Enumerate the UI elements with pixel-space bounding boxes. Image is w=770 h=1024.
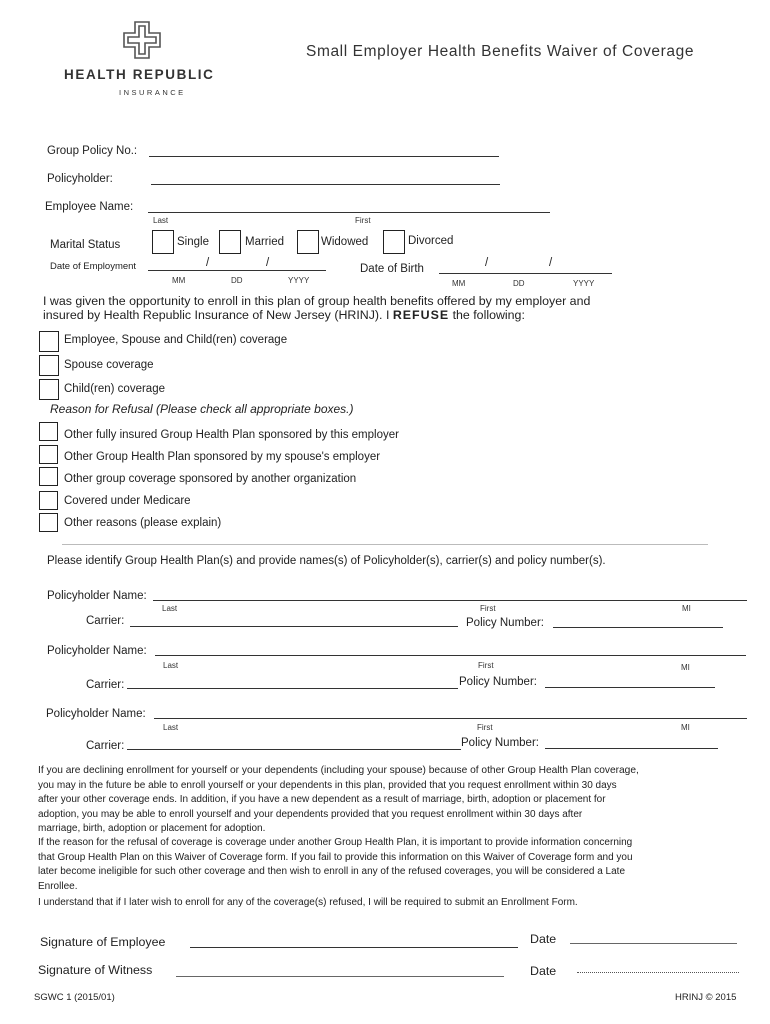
employee-name-label: Employee Name: xyxy=(45,201,134,213)
date-birth-label: Date of Birth xyxy=(360,263,424,275)
refusal-notice-line-2: that Group Health Plan on this Waiver of Coverage form. If you fail to provide this information on this Waiver of Coverage form and you xyxy=(38,851,633,863)
logo xyxy=(62,20,232,105)
understanding-statement: I understand that if I later wish to enroll for any of the coverage(s) refused, I will be required to submit an Enrollment Form. xyxy=(38,897,578,908)
plan-3-policyholder-field[interactable] xyxy=(154,718,747,719)
enrollment-notice-line-3: after your other coverage ends. In addition, if you have a new dependent as a result of marriage, birth, adoption or placement for xyxy=(38,794,606,805)
coverage-option-2: Spouse coverage xyxy=(64,359,154,371)
date-employment-slash-1: / xyxy=(206,257,210,269)
reason-explain-line[interactable] xyxy=(62,544,708,545)
refuse-emphasis: REFUSE xyxy=(392,308,450,322)
marital-status-label: Marital Status xyxy=(50,239,121,251)
plan-2-mi-caption: MI xyxy=(681,663,690,672)
policyholder-field[interactable] xyxy=(151,184,500,185)
group-policy-field[interactable] xyxy=(149,156,499,157)
divorced-label: Divorced xyxy=(408,235,454,247)
coverage-option-3: Child(ren) coverage xyxy=(64,383,165,395)
single-checkbox[interactable] xyxy=(152,230,174,254)
employee-name-field[interactable] xyxy=(148,212,550,213)
witness-signature-label: Signature of Witness xyxy=(38,963,153,977)
date-birth-slash-1: / xyxy=(485,257,489,269)
date-employment-yyyy: YYYY xyxy=(288,276,310,285)
plan-2-policy-number-field[interactable] xyxy=(545,687,715,688)
plan-3-policy-number-label: Policy Number: xyxy=(461,737,539,749)
health-republic-logo-icon xyxy=(122,20,162,60)
plan-2-carrier-label: Carrier: xyxy=(86,679,125,691)
statement-line-1: I was given the opportunity to enroll in this plan of group health benefits offered by my employer and xyxy=(43,294,591,308)
plan-3-carrier-label: Carrier: xyxy=(86,740,125,752)
divorced-checkbox[interactable] xyxy=(383,230,405,254)
reason-checkbox-2[interactable] xyxy=(39,445,58,464)
employee-first-caption: First xyxy=(355,216,371,225)
plan-1-mi-caption: MI xyxy=(682,604,691,613)
group-policy-label: Group Policy No.: xyxy=(47,145,138,157)
plan-3-policy-number-field[interactable] xyxy=(545,748,718,749)
employee-signature-label: Signature of Employee xyxy=(40,935,166,949)
plan-3-mi-caption: MI xyxy=(681,723,690,732)
enrollment-notice-line-4: adoption, you may be able to enroll yourself and your dependents provided that you request enrollment within 30 days after xyxy=(38,808,583,820)
statement-line-2 xyxy=(43,308,525,322)
enrollment-notice-paragraph xyxy=(38,764,639,837)
plan-1-carrier-field[interactable] xyxy=(130,626,458,627)
plan-2-last-caption: Last xyxy=(163,661,179,670)
plan-3-last-caption: Last xyxy=(163,723,179,732)
date-birth-dd: DD xyxy=(513,279,525,288)
widowed-label: Widowed xyxy=(321,236,369,248)
plan-1-policy-number-label: Policy Number: xyxy=(466,617,544,629)
plan-1-first-caption: First xyxy=(480,604,496,613)
reason-option-5: Other reasons (please explain) xyxy=(64,517,222,529)
form-title: Small Employer Health Benefits Waiver of Coverage xyxy=(306,43,695,60)
witness-date-label: Date xyxy=(530,964,557,978)
plan-3-carrier-field[interactable] xyxy=(127,749,461,750)
reason-option-1: Other fully insured Group Health Plan sponsored by this employer xyxy=(64,429,399,441)
refusal-notice-line-1: If the reason for the refusal of coverage is coverage under another Group Health Plan, it is important to provide information concerning xyxy=(38,837,633,848)
date-birth-slash-2: / xyxy=(549,257,553,269)
policyholder-label: Policyholder: xyxy=(47,173,113,185)
married-checkbox[interactable] xyxy=(219,230,241,254)
plan-1-policyholder-label: Policyholder Name: xyxy=(47,590,147,602)
enrollment-notice-line-2: you may in the future be able to enroll yourself or your dependents in this plan, provided that you request enrollment within 30 days xyxy=(38,779,617,791)
brand-sub: INSURANCE xyxy=(119,88,186,97)
plan-1-last-caption: Last xyxy=(162,604,178,613)
reason-checkbox-5[interactable] xyxy=(39,513,58,532)
plan-3-policyholder-label: Policyholder Name: xyxy=(46,708,146,720)
reason-checkbox-1[interactable] xyxy=(39,422,58,441)
reason-option-2: Other Group Health Plan sponsored by my spouse's employer xyxy=(64,451,381,463)
reason-heading: Reason for Refusal (Please check all appropriate boxes.) xyxy=(50,402,354,416)
plan-3-first-caption: First xyxy=(477,723,493,732)
plan-2-policyholder-label: Policyholder Name: xyxy=(47,645,147,657)
date-employment-field[interactable] xyxy=(148,270,326,271)
date-employment-mm: MM xyxy=(172,276,186,285)
plan-1-policyholder-field[interactable] xyxy=(153,600,747,601)
plan-2-policyholder-field[interactable] xyxy=(155,655,746,656)
witness-date-field[interactable] xyxy=(577,972,739,973)
date-employment-dd: DD xyxy=(231,276,243,285)
witness-signature-field[interactable] xyxy=(176,976,504,977)
employee-last-caption: Last xyxy=(153,216,169,225)
date-birth-yyyy: YYYY xyxy=(573,279,595,288)
identify-instructions: Please identify Group Health Plan(s) and provide names(s) of Policyholder(s), carrier(s) and policy number(s). xyxy=(47,555,606,567)
refusal-notice-line-3: later become ineligible for such other coverage and then wish to enroll in any of the refused coverages, you will be considered a Late xyxy=(38,866,626,877)
copyright: HRINJ © 2015 xyxy=(675,992,737,1003)
date-employment-label: Date of Employment xyxy=(50,261,137,272)
coverage-checkbox-2[interactable] xyxy=(39,355,59,376)
refusal-notice-line-4: Enrollee. xyxy=(38,880,78,892)
brand-name: HEALTH REPUBLIC xyxy=(64,67,215,82)
employee-date-label: Date xyxy=(530,932,557,946)
enrollment-notice-line-5: marriage, birth, adoption or placement for adoption. xyxy=(38,823,266,834)
married-label: Married xyxy=(245,236,284,248)
statement-line-2b: the following: xyxy=(452,308,525,322)
single-label: Single xyxy=(177,236,209,248)
reason-option-3: Other group coverage sponsored by another organization xyxy=(64,473,357,485)
refusal-notice-paragraph xyxy=(38,836,633,894)
form-code: SGWC 1 (2015/01) xyxy=(34,992,115,1003)
reason-checkbox-3[interactable] xyxy=(39,467,58,486)
widowed-checkbox[interactable] xyxy=(297,230,319,254)
plan-2-carrier-field[interactable] xyxy=(127,688,458,689)
coverage-checkbox-1[interactable] xyxy=(39,331,59,352)
date-birth-field[interactable] xyxy=(439,273,612,274)
coverage-checkbox-3[interactable] xyxy=(39,379,59,400)
plan-2-policy-number-label: Policy Number: xyxy=(459,676,537,688)
employee-signature-field[interactable] xyxy=(190,947,518,948)
reason-checkbox-4[interactable] xyxy=(39,491,58,510)
coverage-option-1: Employee, Spouse and Child(ren) coverage xyxy=(64,334,288,346)
date-employment-slash-2: / xyxy=(266,257,270,269)
date-birth-mm: MM xyxy=(452,279,466,288)
statement-line-2a: insured by Health Republic Insurance of New Jersey (HRINJ). I xyxy=(43,308,390,322)
plan-1-carrier-label: Carrier: xyxy=(86,615,125,627)
reason-option-4: Covered under Medicare xyxy=(64,495,191,507)
employee-date-field[interactable] xyxy=(570,943,737,944)
enrollment-notice-line-1: If you are declining enrollment for yourself or your dependents (including your spouse) because of other Group Health Plan coverage, xyxy=(38,765,639,776)
plan-2-first-caption: First xyxy=(478,661,494,670)
plan-1-policy-number-field[interactable] xyxy=(553,627,723,628)
